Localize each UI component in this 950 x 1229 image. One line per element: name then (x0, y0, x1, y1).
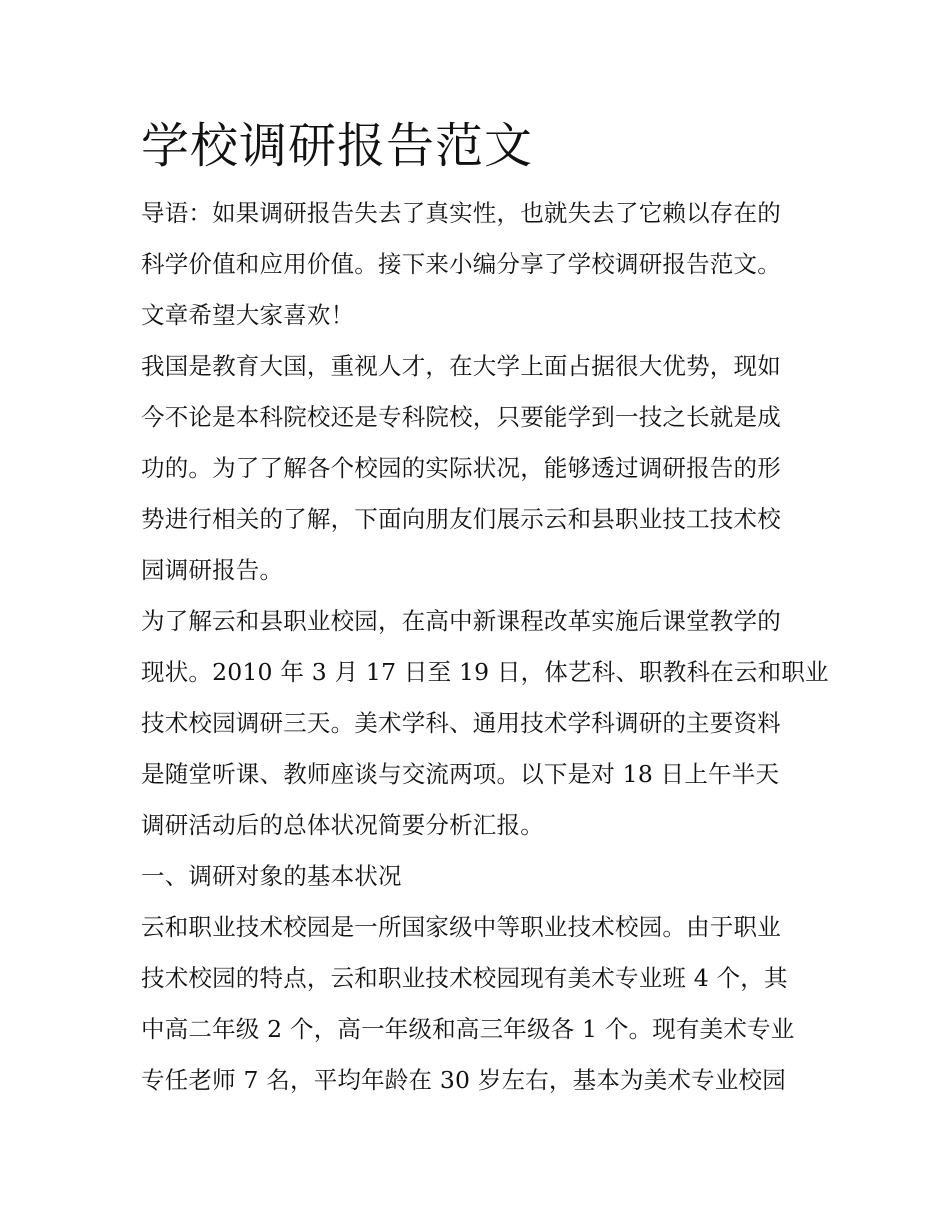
intro-paragraph (141, 188, 813, 341)
text-line: 今不论是本科院校还是专科院校，只要能学到一技之长就是成 (141, 403, 781, 431)
text-line: 科学价值和应用价值。接下来小编分享了学校调研报告范文。 (141, 250, 781, 278)
text-line: 导语：如果调研报告失去了真实性，也就失去了它赖以存在的 (141, 199, 781, 227)
text-line: 调研活动后的总体状况简要分析汇报。 (141, 811, 544, 839)
school-paragraph (141, 902, 813, 1106)
document-title: 学校调研报告范文 (141, 118, 534, 174)
survey-paragraph (141, 596, 829, 851)
text-line: 现状。2010 年 3 月 17 日至 19 日，体艺科、职教科在云和职业 (141, 658, 829, 686)
text-line: 技术校园的特点，云和职业技术校园现有美术专业班 4 个，其 (141, 964, 788, 992)
text-line: 为了解云和县职业校园，在高中新课程改革实施后课堂教学的 (141, 607, 781, 635)
text-line: 势进行相关的了解，下面向朋友们展示云和县职业技工技术校 (141, 505, 781, 533)
text-line: 文章希望大家喜欢！ (141, 301, 355, 329)
text-line: 中高二年级 2 个，高一年级和高三年级各 1 个。现有美术专业 (141, 1015, 795, 1043)
section-heading (141, 851, 813, 902)
text-line: 功的。为了了解各个校园的实际状况，能够透过调研报告的形 (141, 454, 781, 482)
text-line: 是随堂听课、教师座谈与交流两项。以下是对 18 日上午半天 (141, 760, 780, 788)
text-line: 专任老师 7 名，平均年龄在 30 岁左右，基本为美术专业校园 (141, 1066, 786, 1094)
background-paragraph (141, 341, 813, 596)
text-line: 云和职业技术校园是一所国家级中等职业技术校园。由于职业 (141, 913, 781, 941)
text-line: 园调研报告。 (141, 556, 284, 584)
text-line: 我国是教育大国，重视人才，在大学上面占据很大优势，现如 (141, 352, 781, 380)
text-line: 技术校园调研三天。美术学科、通用技术学科调研的主要资料 (141, 709, 781, 737)
text-line: 一、调研对象的基本状况 (141, 862, 402, 890)
document-page (141, 112, 829, 1106)
